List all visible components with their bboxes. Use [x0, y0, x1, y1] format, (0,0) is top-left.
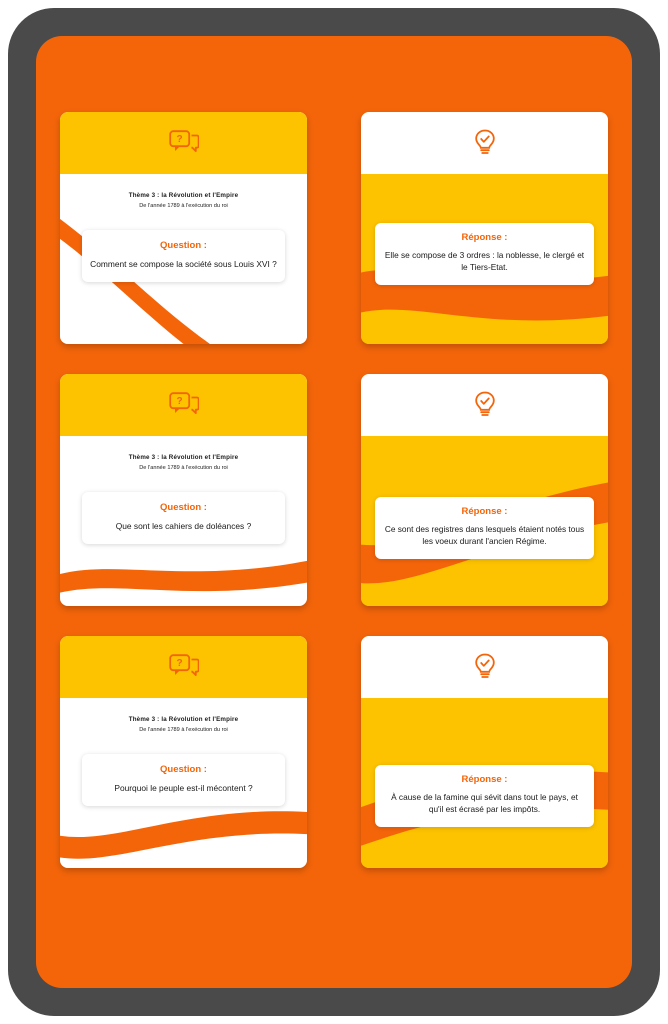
answer-textbox [375, 223, 594, 285]
card-row [60, 374, 608, 606]
question-card-header [60, 112, 307, 174]
svg-text:?: ? [175, 134, 183, 145]
answer-label: Réponse : [461, 506, 508, 517]
answer-card-body [361, 698, 608, 868]
theme-subtitle: De l'année 1789 à l'exécution du roi [139, 203, 228, 209]
question-label: Question : [160, 240, 207, 251]
cards-grid [36, 36, 632, 988]
lightbulb-check-icon [473, 391, 497, 419]
card-row [60, 636, 608, 868]
answer-text: À cause de la famine qui sévit dans tout le pays, et qu'il est écrasé par les impôts. [391, 792, 578, 815]
question-card-body [60, 174, 307, 344]
answer-card-header [361, 374, 608, 436]
speech-bubbles-question-icon [169, 392, 199, 418]
theme-subtitle: De l'année 1789 à l'exécution du roi [139, 727, 228, 733]
theme-title: Thème 3 : la Révolution et l'Empire [128, 716, 239, 723]
question-card[interactable] [60, 112, 307, 344]
question-card-header [60, 636, 307, 698]
answer-label: Réponse : [461, 232, 508, 243]
answer-card-header [361, 636, 608, 698]
card-row [60, 112, 608, 344]
question-card[interactable] [60, 374, 307, 606]
orange-board [36, 36, 632, 988]
theme-title: Thème 3 : la Révolution et l'Empire [128, 454, 239, 461]
answer-card[interactable] [361, 636, 608, 868]
question-text: Pourquoi le peuple est-il mécontent ? [114, 783, 253, 793]
answer-text: Ce sont des registres dans lesquels étaient notés tous les voeux durant l'ancien Régime. [384, 524, 585, 547]
answer-card[interactable] [361, 374, 608, 606]
svg-text:?: ? [175, 658, 183, 669]
theme-title: Thème 3 : la Révolution et l'Empire [128, 192, 239, 199]
answer-label: Réponse : [461, 774, 508, 785]
speech-bubbles-question-icon [169, 130, 199, 156]
question-textbox [82, 230, 285, 282]
answer-text: Elle se compose de 3 ordres : la noblesse, le clergé et le Tiers-Etat. [384, 250, 585, 273]
speech-bubbles-question-icon [169, 654, 199, 680]
lightbulb-check-icon [473, 129, 497, 157]
question-text: Comment se compose la société sous Louis XVI ? [90, 259, 277, 269]
question-textbox [82, 492, 285, 544]
question-text: Que sont les cahiers de doléances ? [115, 521, 252, 531]
theme-subtitle: De l'année 1789 à l'exécution du roi [139, 465, 228, 471]
answer-card[interactable] [361, 112, 608, 344]
question-card-body [60, 436, 307, 606]
answer-card-body [361, 436, 608, 606]
question-card-body [60, 698, 307, 868]
question-card[interactable] [60, 636, 307, 868]
question-label: Question : [160, 764, 207, 775]
lightbulb-check-icon [473, 653, 497, 681]
question-label: Question : [160, 502, 207, 513]
question-card-header [60, 374, 307, 436]
svg-text:?: ? [175, 396, 183, 407]
answer-textbox [375, 497, 594, 559]
question-textbox [82, 754, 285, 806]
answer-textbox [375, 765, 594, 827]
answer-card-header [361, 112, 608, 174]
answer-card-body [361, 174, 608, 344]
